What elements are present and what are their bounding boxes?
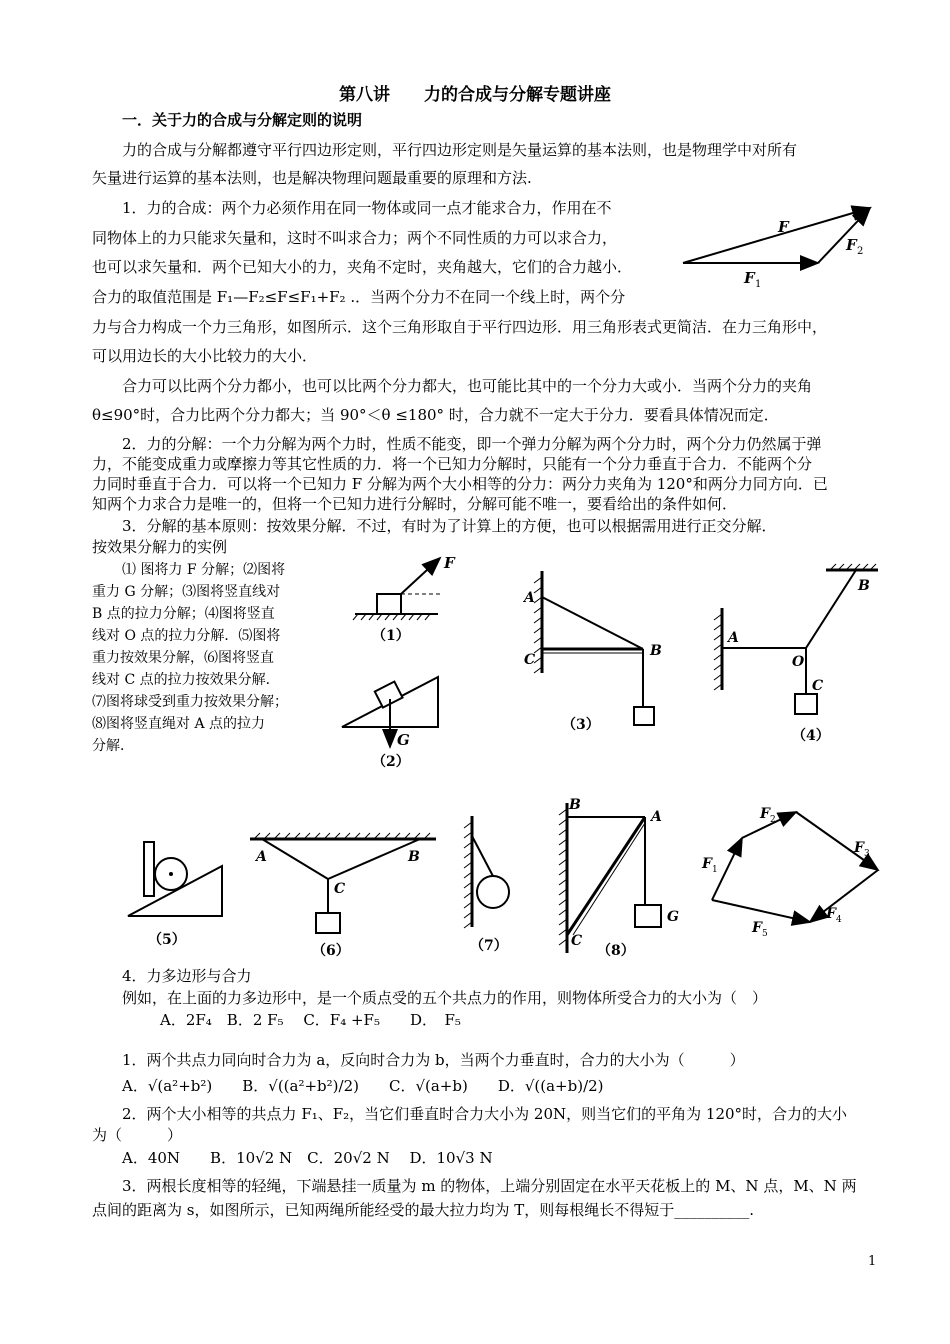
weight	[635, 905, 661, 927]
label-B: B	[408, 849, 420, 865]
rope-BC	[328, 839, 420, 879]
label-F1-sub: 1	[755, 279, 762, 290]
strut-CA	[567, 817, 645, 935]
caption: （2）	[372, 754, 410, 770]
paragraph-line: 可以用边长的大小比较力的大小．	[92, 347, 318, 365]
example-line: ⑻图将竖直绳对 A 点的拉力	[92, 716, 266, 732]
answer-options: A．40N B．10√2 N C．20√2 N D．10√3 N	[122, 1149, 493, 1167]
label-F5: F	[752, 920, 762, 936]
example-line: 线对 C 点的拉力按效果分解．	[92, 672, 280, 688]
paragraph-line: 矢量进行运算的基本法则，也是解决物理问题最重要的原理和方法.	[92, 169, 532, 187]
label-C: C	[571, 933, 583, 949]
page-title: 第八讲 力的合成与分解专题讲座	[339, 85, 611, 105]
paragraph-line: 力，不能变成重力或摩擦力等其它性质的力．将一个已知力分解时，只能有一个分力垂直于合力．不能两个分	[92, 455, 813, 473]
section-1-heading: 一．关于力的合成与分解定则的说明	[122, 111, 363, 129]
example-line: ⑺图将球受到重力按效果分解；	[92, 694, 288, 710]
vector-F5	[712, 900, 810, 922]
example-line: ⑴ 图将力 F 分解；⑵图将	[122, 562, 286, 578]
label-F1: F	[702, 856, 712, 872]
paragraph-line: 例如，在上面的力多边形中，是一个质点受的五个共点力的作用，则物体所受合力的大小为（ ）	[122, 989, 768, 1007]
weight	[795, 694, 817, 714]
weight	[316, 913, 340, 933]
figure-2	[338, 665, 448, 775]
figure-5	[124, 836, 234, 951]
caption: （7）	[470, 938, 508, 954]
label-F2: F	[846, 236, 857, 254]
label-C: C	[524, 652, 536, 668]
rope-OB	[806, 570, 856, 648]
label-F3: F	[854, 840, 864, 856]
label-F1: F	[744, 269, 755, 287]
paragraph-line: 同物体上的力只能求矢量和，这时不叫求合力；两个不同性质的力可以求合力，	[92, 229, 618, 247]
label-F: F	[444, 554, 455, 572]
question-line: 为（ ）	[92, 1126, 183, 1144]
paragraph-line: 4．力多边形与合力	[122, 967, 252, 985]
caption: （4）	[792, 728, 830, 744]
label-A: A	[651, 809, 662, 825]
label-F2-sub: 2	[770, 815, 776, 825]
paragraph-line: 2．力的分解：一个力分解为两个力时，性质不能变，即一个弹力分解为两个分力时，两个分力仍然属于弹	[122, 435, 822, 453]
resultant-vector	[683, 208, 870, 263]
example-line: 分解．	[92, 738, 134, 754]
force-triangle-figure	[678, 200, 878, 290]
figure-7	[460, 812, 530, 957]
label-F4: F	[826, 906, 836, 922]
label-C: C	[334, 881, 346, 897]
label-A: A	[256, 849, 267, 865]
paragraph-line: 合力可以比两个分力都小，也可以比两个分力都大，也可能比其中的一个分力大或小．当两个分力的夹角	[122, 377, 813, 395]
paragraph-line: 力同时垂直于合力．可以将一个已知力 F 分解为两个大小相等的分力：两分力夹角为 120°和两分力同方向．已	[92, 475, 828, 493]
paragraph-line: 知两个力求合力是唯一的，但将一个已知力进行分解时，分解可能不唯一，要看给出的条件如何．	[92, 495, 738, 513]
vector-F3	[796, 812, 878, 870]
label-A: A	[728, 630, 739, 646]
example-line: 重力 G 分解；⑶图将竖直线对	[92, 584, 281, 600]
rope-AB	[542, 597, 643, 649]
caption: （8）	[597, 943, 635, 959]
paragraph-line: θ≤90°时，合力比两个分力都大；当 90°＜θ ≤180° 时，合力就不一定大于分力．要看具体情况而定．	[92, 406, 779, 424]
label-G: G	[397, 731, 410, 749]
rope	[472, 836, 494, 878]
paragraph-line: 按效果分解力的实例	[92, 538, 228, 556]
label-B: B	[569, 797, 581, 813]
paragraph-line: 合力的取值范围是 F₁—F₂≤F≤F₁+F₂ .．当两个分力不在同一个线上时，两个分	[92, 288, 626, 306]
figure-6	[248, 825, 438, 960]
weight	[634, 707, 654, 725]
label-G: G	[667, 909, 679, 925]
label-F4-sub: 4	[836, 915, 842, 925]
rope-AC	[262, 839, 328, 879]
question-line: 3．两根长度相等的轻绳，下端悬挂一质量为 m 的物体，上端分别固定在水平天花板上的 M、N 点，M、N 两	[122, 1177, 857, 1195]
label-B: B	[650, 643, 662, 659]
caption: （1）	[372, 628, 410, 644]
example-line: 线对 O 点的拉力分解．⑸图将	[92, 628, 281, 644]
paragraph-line: 3．分解的基本原则：按效果分解．不过，有时为了计算上的方便，也可以根据需用进行正交分解．	[122, 517, 777, 535]
board	[144, 842, 154, 896]
paragraph-line: 1．力的合成：两个力必须作用在同一物体或同一点才能求合力，作用在不	[122, 199, 612, 217]
figure-3	[510, 565, 670, 740]
label-A: A	[524, 590, 535, 606]
caption: （3）	[562, 717, 600, 733]
paragraph-line: 力的合成与分解都遵守平行四边形定则，平行四边形定则是矢量运算的基本法则，也是物理学中对所有	[122, 141, 798, 159]
label-F3-sub: 3	[864, 849, 870, 859]
caption: （5）	[148, 932, 186, 948]
question-line: 2．两个大小相等的共点力 F₁、F₂，当它们垂直时合力大小为 20N，则当它们的平角为 120°时，合力的大小	[122, 1105, 848, 1123]
answer-options: A．√(a²+b²) B．√((a²+b²)/2) C．√(a+b) D．√((a+b)/2)	[122, 1077, 604, 1095]
label-F2-sub: 2	[857, 246, 864, 257]
label-F1-sub: 1	[712, 865, 718, 875]
label-B: B	[858, 578, 870, 594]
label-C: C	[812, 678, 824, 694]
example-line: B 点的拉力分解；⑷图将竖直	[92, 606, 275, 622]
paragraph-line: 也可以求矢量和．两个已知大小的力，夹角不定时，夹角越大，它们的合力越小．	[92, 258, 633, 276]
ball	[477, 876, 509, 908]
question-line: 1．两个共点力同向时合力为 a，反向时合力为 b，当两个力垂直时，合力的大小为（ ）	[122, 1051, 745, 1069]
question-line: 点间的距离为 s，如图所示，已知两绳所能经受的最大拉力均为 T，则每根绳长不得短于__________.	[92, 1201, 755, 1219]
figure-8	[555, 795, 695, 965]
label-F2: F	[760, 806, 770, 822]
caption: （6）	[312, 943, 350, 959]
label-F5-sub: 5	[762, 929, 768, 939]
vector-F4	[810, 870, 878, 922]
paragraph-line: 力与合力构成一个力三角形，如图所示．这个三角形取自于平行四边形．用三角形表式更简洁．在力三角形中，	[92, 318, 828, 336]
answer-options: A．2F₄ B．2 F₅ C．F₄ +F₅ D． F₅	[160, 1011, 461, 1029]
force-polygon-figure	[700, 800, 890, 940]
label-F: F	[778, 218, 789, 236]
figure-1	[350, 548, 470, 648]
page-number: 1	[868, 1254, 877, 1269]
block	[377, 594, 401, 614]
label-O: O	[792, 654, 805, 670]
figure-4	[708, 560, 883, 745]
force-arrow	[401, 558, 440, 594]
example-line: 重力按效果分解，⑹图将竖直	[92, 650, 274, 666]
